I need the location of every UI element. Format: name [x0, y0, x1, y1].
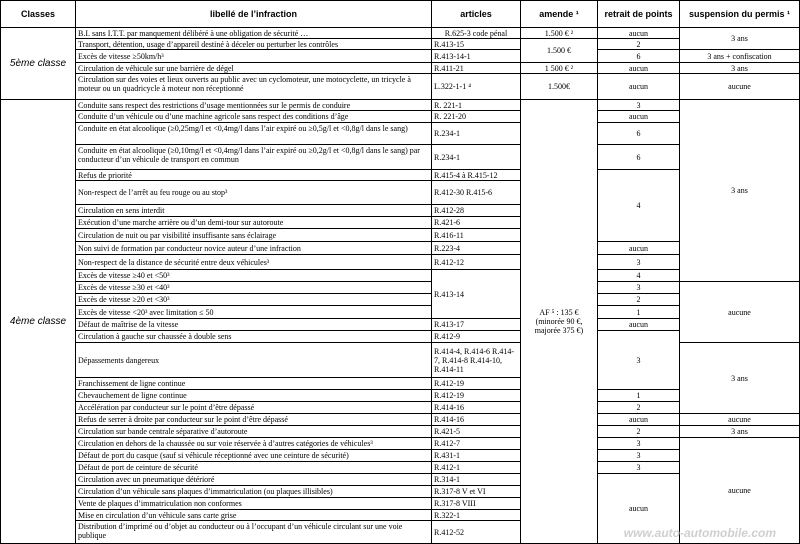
row4-2-article: R.234-1 [431, 122, 521, 145]
retrait4-r2: aucun [597, 110, 680, 123]
row4-4-article: R.415-4 à R.415-12 [431, 169, 521, 181]
row5-3-amende: 1 500 € ² [520, 62, 598, 74]
row4-5-libelle: Non-respect de l’arrêt au feu rouge ou au stop³ [75, 180, 432, 205]
susp4-e: 3 ans [679, 425, 800, 438]
row4-17-article: R.414-4, R.414-6 R.414-7, R.414-8 R.414-10, R.414-11 [431, 342, 521, 378]
row4-26-article: R.314-1 [431, 473, 521, 486]
header-classes: Classes [0, 0, 76, 28]
susp5-d: aucune [679, 73, 800, 100]
row5-1-retrait: 2 [597, 38, 680, 50]
header-suspension: suspension du permis ¹ [679, 0, 800, 28]
row4-18-libelle: Franchissement de ligne continue [75, 377, 432, 390]
row4-23-libelle: Circulation en dehors de la chaussée ou sur voie réservée à d’autres catégories de véhicules³ [75, 437, 432, 450]
row4-5-article: R.412-30 R.415-6 [431, 180, 521, 205]
row4-8-libelle: Circulation de nuit ou par visibilité insuffisante sans éclairage [75, 228, 432, 242]
row4-26-libelle: Circulation avec un pneumatique détérioré [75, 473, 432, 486]
row4-21-libelle: Refus de serrer à droite par conducteur sur le point d’être dépassé [75, 413, 432, 426]
row4-27-article: R.317-8 V et VI [431, 485, 521, 498]
row5-2-retrait: 6 [597, 49, 680, 63]
row5-4-libelle: Circulation sur des voies et lieux ouverts au public avec un cyclomoteur, une motocyclette, un tricycle à moteur ou un quadricycle à moteur non réceptionné [75, 73, 432, 100]
susp4-c: 3 ans [679, 342, 800, 414]
row4-2-libelle: Conduite en état alcoolique (≥0,25mg/l et <0,4mg/l dans l’air expiré ou ≥0,5g/l et <0,8g/l dans le sang) [75, 122, 432, 145]
row4-16-libelle: Circulation à gauche sur chaussée à double sens [75, 330, 432, 343]
row5-1-article: R.413-15 [431, 38, 521, 50]
row4-1-libelle: Conduite d’un véhicule ou d’une machine agricole sans respect des conditions d’âge [75, 110, 432, 123]
class-5-label: 5ème classe [0, 27, 76, 100]
susp4-a: 3 ans [679, 99, 800, 282]
row5-4-amende: 1.500€ [520, 73, 598, 100]
susp4-b: aucune [679, 281, 800, 343]
retrait4-r15: 3 [597, 449, 680, 462]
row5-3-retrait: aucun [597, 62, 680, 74]
retrait4-r3: 6 [597, 122, 680, 145]
header-libelle: libellé de l’infraction [75, 0, 432, 28]
row4-7-article: R.421-6 [431, 216, 521, 229]
retrait4-r8: aucun [597, 318, 680, 331]
class-4-label: 4ème classe [0, 99, 76, 544]
retrait4-r7: 3 [597, 254, 680, 270]
row4-28-article: R.317-8 VIII [431, 497, 521, 510]
row5-4-article: L.322-1-1 ⁴ [431, 73, 521, 100]
retrait4-s4: 1 [597, 305, 680, 319]
row4-22-libelle: Circulation sur bande centrale séparative d’autoroute [75, 425, 432, 438]
row4-28-libelle: Vente de plaques d’immatriculation non conformes [75, 497, 432, 510]
row4-10-libelle: Non-respect de la distance de sécurité entre deux véhicules³ [75, 254, 432, 270]
row4-6-libelle: Circulation en sens interdit [75, 204, 432, 217]
row5-2-libelle: Excès de vitesse ≥50km/h³ [75, 49, 432, 63]
row5-0-libelle: B.I. sans I.T.T. par manquement délibéré à une obligation de sécurité … [75, 27, 432, 39]
row4-12-libelle: Excès de vitesse ≥30 et <40³ [75, 281, 432, 294]
row4-21-article: R.414-16 [431, 413, 521, 426]
retrait4-r5: 4 [597, 169, 680, 242]
row4-17-libelle: Dépassements dangereux [75, 342, 432, 378]
retrait4-r13: 2 [597, 425, 680, 438]
row4-24-article: R.431-1 [431, 449, 521, 462]
retrait4-s3: 2 [597, 293, 680, 306]
row4-4-libelle: Refus de priorité [75, 169, 432, 181]
watermark: www.auto-automobile.com [623, 526, 776, 540]
row5-2-article: R.413-14-1 [431, 49, 521, 63]
row4-19-article: R.412-19 [431, 389, 521, 402]
row4-3-article: R.234-1 [431, 144, 521, 170]
row4-0-libelle: Conduite sans respect des restrictions d’usage mentionnées sur le permis de conduire [75, 99, 432, 111]
row4-25-libelle: Défaut de port de ceinture de sécurité [75, 461, 432, 474]
retrait4-r6: aucun [597, 241, 680, 255]
susp4-d: aucune [679, 413, 800, 426]
row4-29-article: R.322-1 [431, 509, 521, 521]
row4-10-article: R.412-12 [431, 254, 521, 270]
row4-30-libelle: Distribution d’imprimé ou d’objet au conducteur ou à l’occupant d’un véhicule circulant sur une voie publique [75, 520, 432, 544]
row5-0-amende: 1.500 € ² [520, 27, 598, 39]
row4-9-libelle: Non suivi de formation par conducteur novice auteur d’une infraction [75, 241, 432, 255]
retrait4-r12: aucun [597, 413, 680, 426]
row4-24-libelle: Défaut de port du casque (sauf si véhicule réceptionné avec une ceinture de sécurité) [75, 449, 432, 462]
retrait4-r9: 3 [597, 330, 680, 390]
row5-0-article: R.625-3 code pénal [431, 27, 521, 39]
row4-15-libelle: Défaut de maîtrise de la vitesse [75, 318, 432, 331]
header-articles: articles [431, 0, 521, 28]
retrait4-s2: 3 [597, 281, 680, 294]
row4-8-article: R.416-11 [431, 228, 521, 242]
header-retrait: retrait de points [597, 0, 680, 28]
row4-13-libelle: Excès de vitesse ≥20 et <30³ [75, 293, 432, 306]
susp4-f: aucune [679, 437, 800, 544]
row5-0-retrait: aucun [597, 27, 680, 39]
susp5-a: 3 ans [679, 27, 800, 50]
row4-15-article: R.413-17 [431, 318, 521, 331]
row4-22-article: R.421-5 [431, 425, 521, 438]
row5-4-retrait: aucun [597, 73, 680, 100]
row4-27-libelle: Circulation d’un véhicule sans plaques d’immatriculation (ou plaques illisibles) [75, 485, 432, 498]
row4-16-article: R.412-9 [431, 330, 521, 343]
row4-1-article: R. 221-20 [431, 110, 521, 123]
susp5-c: 3 ans [679, 62, 800, 74]
retrait4-r17: aucun [597, 473, 680, 544]
row5-12-amende: 1.500 € [520, 38, 598, 63]
row4-11-libelle: Excès de vitesse ≥40 et <50³ [75, 269, 432, 282]
row4-7-libelle: Exécution d’une marche arrière ou d’un demi-tour sur autoroute [75, 216, 432, 229]
row4-30-article: R.412-52 [431, 520, 521, 544]
amende-class4: AF ⁵ : 135 € (minorée 90 €, majorée 375 €) [520, 99, 598, 544]
speed-article: R.413-14 [431, 269, 521, 319]
row5-1-libelle: Transport, détention, usage d’appareil destiné à déceler ou perturber les contrôles [75, 38, 432, 50]
retrait4-r14: 3 [597, 437, 680, 450]
retrait4-s1: 4 [597, 269, 680, 282]
row5-3-libelle: Circulation de véhicule sur une barrière de dégel [75, 62, 432, 74]
row5-3-article: R.411-21 [431, 62, 521, 74]
row4-29-libelle: Mise en circulation d’un véhicule sans carte grise [75, 509, 432, 521]
retrait4-r1: 3 [597, 99, 680, 111]
row4-3-libelle: Conduite en état alcoolique (≥0,10mg/l et <0,4mg/l dans l’air expiré ou ≥0,2g/l et <0,8g/l dans le sang) par conducteur d’un véhicule de transport en commun [75, 144, 432, 170]
retrait4-r10: 1 [597, 389, 680, 402]
row4-20-article: R.414-16 [431, 401, 521, 414]
header-amende: amende ¹ [520, 0, 598, 28]
row4-6-article: R.412-28 [431, 204, 521, 217]
row4-14-libelle: Excès de vitesse <20³ avec limitation ≤ 50 [75, 305, 432, 319]
row4-9-article: R.223-4 [431, 241, 521, 255]
retrait4-r4: 6 [597, 144, 680, 170]
retrait4-r11: 2 [597, 401, 680, 414]
susp5-b: 3 ans + confiscation [679, 49, 800, 63]
row4-23-article: R.412-7 [431, 437, 521, 450]
row4-0-article: R. 221-1 [431, 99, 521, 111]
row4-18-article: R.412-19 [431, 377, 521, 390]
row4-19-libelle: Chevauchement de ligne continue [75, 389, 432, 402]
row4-20-libelle: Accélération par conducteur sur le point d’être dépassé [75, 401, 432, 414]
row4-25-article: R.412-1 [431, 461, 521, 474]
retrait4-r16: 3 [597, 461, 680, 474]
